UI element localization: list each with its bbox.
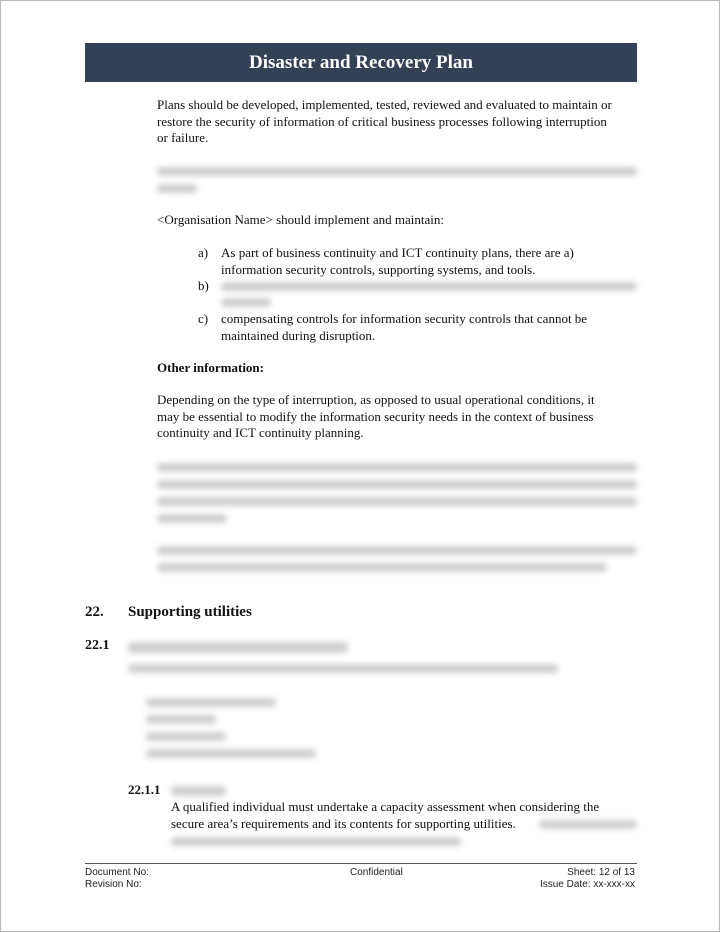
intro-line: or failure. xyxy=(157,130,209,145)
footer-revision-no: Revision No: xyxy=(85,879,142,890)
blurred-text xyxy=(539,820,637,829)
other-info-line: may be essential to modify the information security needs in the context of business xyxy=(157,408,594,424)
subsection-number: 22.1 xyxy=(85,638,110,653)
blurred-text xyxy=(157,514,227,523)
list-item-line: information security controls, supporting systems, and tools. xyxy=(221,261,536,277)
intro-line: Plans should be developed, implemented, tested, reviewed and evaluated to maintain or xyxy=(157,97,612,112)
org-statement: <Organisation Name> should implement and maintain: xyxy=(157,212,445,227)
section-number: 22. xyxy=(85,604,104,620)
other-info-line: continuity and ICT continuity planning. xyxy=(157,425,364,440)
blurred-text xyxy=(157,167,637,176)
blurred-text xyxy=(221,282,637,291)
intro-line: restore the security of information of critical business processes following interruption xyxy=(157,113,607,129)
blurred-text xyxy=(128,664,558,673)
list-item-line: compensating controls for information security controls that cannot be xyxy=(221,311,588,326)
document-title: Disaster and Recovery Plan xyxy=(249,51,473,73)
other-info-line: Depending on the type of interruption, as opposed to usual operational conditions, it xyxy=(157,392,595,407)
list-marker: b) xyxy=(198,278,209,293)
blurred-text xyxy=(157,480,637,489)
blurred-text xyxy=(171,837,461,846)
blurred-list-item xyxy=(146,749,316,758)
blurred-list-item xyxy=(146,715,216,724)
blurred-list-item xyxy=(146,732,226,741)
footer-classification: Confidential xyxy=(350,867,403,878)
footer-issue-date: Issue Date: xx-xxx-xx xyxy=(539,879,635,890)
subsubsection-number: 22.1.1 xyxy=(128,782,161,797)
list-marker: c) xyxy=(198,311,209,326)
paragraph-line: A qualified individual must undertake a capacity assessment when considering the xyxy=(171,799,600,814)
list-item xyxy=(221,245,637,278)
blurred-text xyxy=(157,463,637,472)
list-marker: a) xyxy=(198,245,209,260)
blurred-text xyxy=(157,563,607,572)
paragraph-line: secure area’s requirements and its contents for supporting utilities. xyxy=(171,815,516,831)
blurred-text xyxy=(157,546,637,555)
blurred-text xyxy=(157,184,197,193)
section-title: Supporting utilities xyxy=(128,604,252,620)
blurred-list-item xyxy=(146,698,276,707)
blurred-heading xyxy=(171,786,226,796)
other-info-paragraph xyxy=(157,392,637,442)
document-title-bar xyxy=(85,43,637,82)
footer-divider xyxy=(85,863,637,864)
other-info-heading: Other information: xyxy=(157,360,264,375)
blurred-text xyxy=(157,497,637,506)
list-item-line: As part of business continuity and ICT continuity plans, there are a) xyxy=(221,245,574,260)
footer-document-no: Document No: xyxy=(85,867,149,878)
list-item-line: maintained during disruption. xyxy=(221,327,376,343)
blurred-heading xyxy=(128,642,348,653)
intro-paragraph xyxy=(157,97,637,147)
blurred-text xyxy=(221,298,271,307)
list-item xyxy=(221,311,637,344)
footer-sheet: Sheet: 12 of 13 xyxy=(567,867,635,878)
